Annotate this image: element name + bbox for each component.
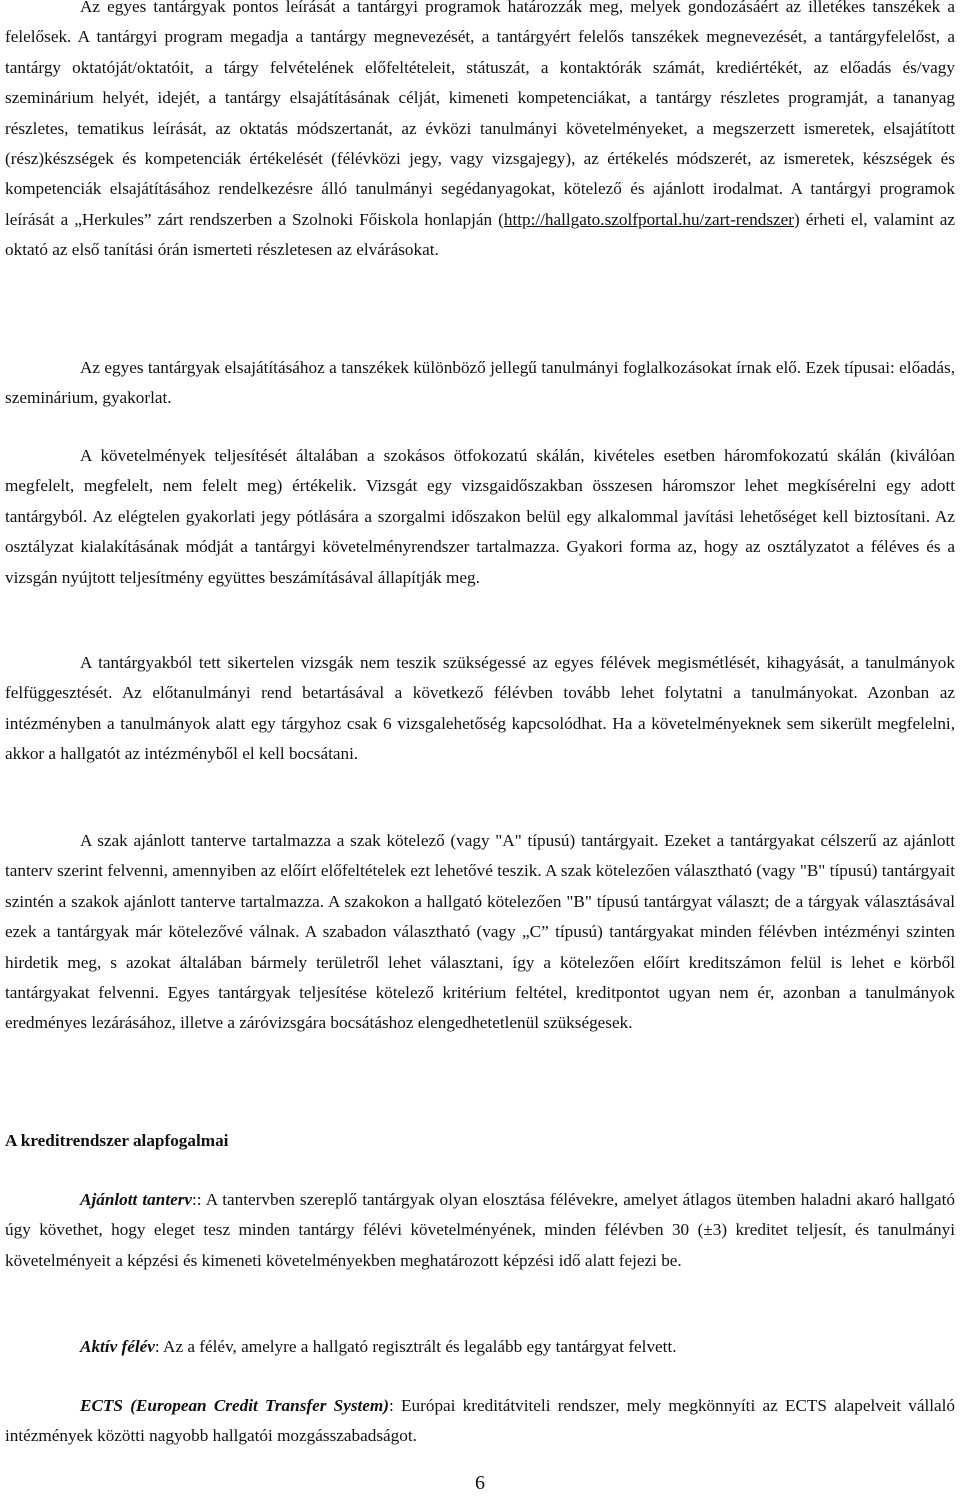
definition-recommended-curriculum [5, 1185, 955, 1276]
definition-active-semester [5, 1332, 955, 1362]
paragraph-curriculum: A szak ajánlott tanterve tartalmazza a szak kötelező (vagy "A" típusú) tantárgyait. Ezeket a tantárgyakat célszerű az ajánlott tanterv szerint felvenni, amennyiben az előírt előfeltételek ezt lehetővé teszik. A szak kötelezően választható (vagy "B" típusú) tantárgyait szintén a szakok ajánlott tanterve tartalmazza. A szakokon a hallgató kötelezően "B" típusú tantárgyat választ; de a tárgyak választásával ezek a tantárgyak már kötelezővé válnak. A szabadon választható (vagy „C” típusú) tantárgyakat minden félévben intézményi szinten hirdetik meg, s azokat általában bármely területről lehet választani, így a kötelezően előírt kreditszámon felül is lehet e körből tantárgyakat felvenni. Egyes tantárgyak teljesítése kötelező kritérium feltétel, kreditpontot ugyan nem ér, azonban a tanulmányok eredményes lezárásához, illetve a záróvizsgára bocsátáshoz elengedhetetlenül szükségesek. [5, 831, 955, 1033]
definition-term: ECTS (European Credit Transfer System) [80, 1396, 390, 1415]
paragraph-text-continued: ) érheti el, valamint az oktató az első tanítási órán ismerteti részletesen az elvárásokat. [5, 209, 955, 260]
page-number: 6 [475, 1472, 485, 1494]
definition-text: :: A tantervben szereplő tantárgyak olyan elosztása félévekre, amelyet átlagos ütemben haladni akaró hallgató úgy követhet, hogy eleget tesz minden tantárgy félévi követelményének, minden félévben 30 (±3) kreditet teljesít, és tanulmányi követelményeit a képzési és kimeneti követelményekben meghatározott képzési idő alatt fejezi be. [5, 1190, 955, 1270]
paragraph-course-types: Az egyes tantárgyak elsajátításához a tanszékek különböző jellegű tanulmányi foglalkozásokat írnak elő. Ezek típusai: előadás, szeminárium, gyakorlat. [5, 358, 955, 408]
paragraph-assessment: A követelmények teljesítését általában a szokásos ötfokozatú skálán, kivételes esetben háromfokozatú skálán (kiválóan megfelelt, megfelelt, nem felelt meg) értékelik. Vizsgát egy vizsgaidőszakban összesen háromszor lehet megkísérelni egy adott tantárgyból. Az elégtelen gyakorlati jegy pótlására a szorgalmi időszakon belül egy alkalommal javítási lehetőséget kell biztosítani. Az osztályzat kialakításának módját a tantárgyi követelményrendszer tartalmazza. Gyakori forma az, hogy az osztályzatot a féléves és a vizsgán nyújtott teljesítmény együttes beszámításával állapítják meg. [5, 446, 955, 587]
paragraph-text: Az egyes tantárgyak pontos leírását a tantárgyi programok határozzák meg, melyek gondozásáért az illetékes tanszékek a felelősek. A tantárgyi program megadja a tantárgy megnevezését, a tantárgyért felelős tanszékek megnevezését, a tantárgyfelelőst, a tantárgy oktatóját/oktatóit, a tárgy felvételének előfeltételeit, státuszát, a kontaktórák számát, krediértékét, az előadás és/vagy szeminárium helyét, idejét, a tantárgy elsajátításának célját, kimeneti kompetenciákat, a tantárgy részletes programját, a tananyag részletes, tematikus leírását, az oktatás módszertanát, az évközi tanulmányi követelményeket, a megszerzett ismeretek, elsajátított (rész)készségek és kompetenciák értékelését (félévközi jegy, vagy vizsgajegy), az értékelés módszerét, az ismeretek, készségek és kompetenciák elsajátításához rendelkezésre álló tanulmányi segédanyagokat, kötelező és ajánlott irodalmat. A tantárgyi programok leírását a „Herkules” zárt rendszerben a Szolnoki Főiskola honlapján ( [5, 0, 955, 229]
definition-text: : Európai kreditátviteli rendszer, mely megkönnyíti az ECTS alapelveit vállaló intézmények közötti nagyobb hallgatói mozgásszabadságot. [5, 1396, 955, 1446]
definition-term: Aktív félév [80, 1337, 155, 1356]
paragraph-failed-exams: A tantárgyakból tett sikertelen vizsgák nem teszik szükségessé az egyes félévek megismétlését, kihagyását, a tanulmányok felfüggesztését. Az előtanulmányi rend betartásával a következő félévben tovább lehet folytatni a tanulmányokat. Azonban az intézményben a tanulmányok alatt egy tárgyhoz csak 6 vizsgalehetőség kapcsolódhat. Ha a követelményeknek sem sikerült megfelelni, akkor a hallgatót az intézményből el kell bocsátani. [5, 653, 955, 764]
herkules-link[interactable]: http://hallgato.szolfportal.hu/zart-rendszer [503, 209, 795, 229]
section-heading: A kreditrendszer alapfogalmai [5, 1131, 229, 1150]
definition-term: Ajánlott tanterv [80, 1190, 193, 1209]
definition-text: : Az a félév, amelyre a hallgató regisztrált és legalább egy tantárgyat felvett. [154, 1337, 677, 1356]
paragraph-course-programs [5, 0, 955, 266]
definition-ects [5, 1391, 955, 1452]
